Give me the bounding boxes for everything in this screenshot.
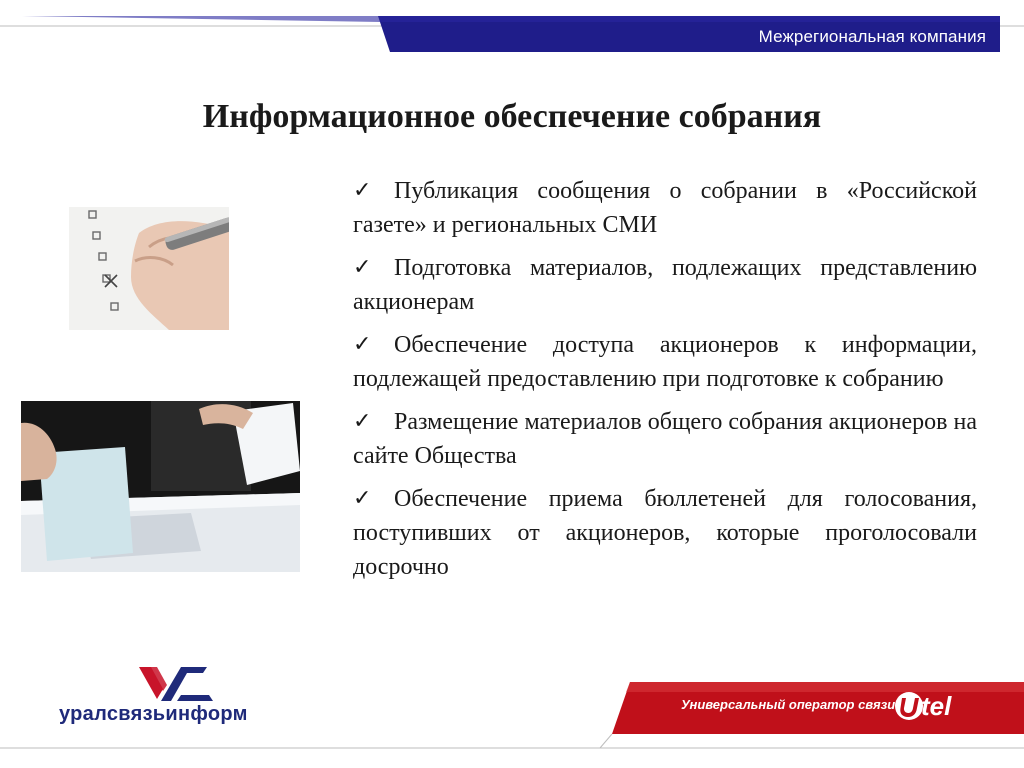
tagline: Универсальный оператор связи [681, 697, 896, 712]
bullet-text: Обеспечение приема бюллетеней для голосования, поступивших от акционеров, которые проголосовали досрочно [353, 486, 977, 580]
checkmark-icon: ✓ [353, 486, 372, 511]
header-bar [0, 0, 1024, 60]
company-logo [55, 665, 295, 725]
checkmark-icon: ✓ [353, 255, 372, 280]
utel-brand-text: tel [921, 691, 952, 721]
page-title: Информационное обеспечение собрания [202, 98, 822, 135]
bullet-text: Обеспечение доступа акционеров к информации, подлежащей предоставлению при подготовке к собранию [353, 332, 977, 392]
checkmark-icon: ✓ [353, 332, 372, 357]
checklist-photo [69, 207, 229, 330]
list-item [353, 174, 977, 242]
logo-wordmark: уралсвязьинформ [59, 703, 248, 725]
checkmark-icon: ✓ [353, 409, 372, 434]
list-item [353, 328, 977, 396]
bullet-list [353, 174, 977, 593]
logo-mark-icon [137, 665, 217, 705]
company-label: Межрегиональная компания [758, 27, 986, 46]
list-item [353, 405, 977, 473]
checkmark-icon: ✓ [353, 178, 372, 203]
list-item [353, 482, 977, 584]
bullet-text: Подготовка материалов, подлежащих представлению акционерам [353, 255, 977, 315]
ballot-box-photo [21, 401, 300, 572]
list-item [353, 251, 977, 319]
utel-logo [893, 690, 969, 722]
bullet-text: Публикация сообщения о собрании в «Российской газете» и региональных СМИ [353, 178, 977, 238]
bullet-text: Размещение материалов общего собрания акционеров на сайте Общества [353, 409, 977, 469]
